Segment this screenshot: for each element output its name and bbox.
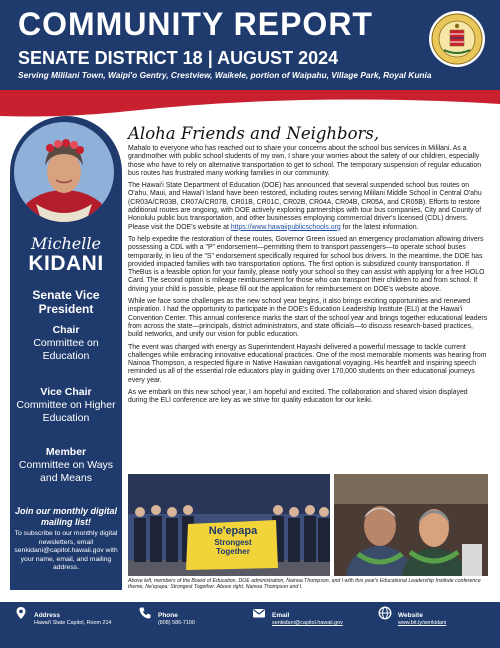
letter-paragraph: While we face some challenges as the new school year begins, it also brings exciting opportunities and renewed inspiration. I had the opportunity to participate in the DOE's Education Leadership Institute (ELI) at the Hawai'i Convention Center. This annual conference marks the start of the school year and brings together educational leaders from across the state—principals, district administrators, and state officials—to discuss research-based practices, build networks, and unify our vision for public education. xyxy=(128,298,488,339)
letter-paragraph: The event was charged with energy as Superintendent Hayashi delivered a powerful message to tackle current challenges while embracing innovative educational practices. One of the most memorable moments was hearing from Nainoa Thompson, a respected figure in Native Hawaiian navigational voyaging. His heartfelt and inspiring speech reminded us all of the essential role educators play in guiding over 170,000 students on their educational journeys every year. xyxy=(128,343,487,384)
role-vice-chair-block xyxy=(10,386,122,425)
role-label: Member xyxy=(45,446,87,458)
letter-greeting: Aloha Friends and Neighbors, xyxy=(128,124,380,143)
mailing-list-heading: Join our monthly digital mailing list! xyxy=(15,506,117,527)
letter-paragraph: As we embark on this new school year, I am hopeful and excited. The collaboration and shared vision displayed during the ELI conference are key as we strive for quality education for our keiki. xyxy=(128,389,468,405)
paragraph-text: The Hawai'i State Department of Education (DOE) has announced that several suspended school bus routes on O'ahu, Maui, and Hawai'i Island have been restored, including routes serving Mililani Middle School in Central O'ahu (CR03A/CR03B, CR07A/CR07B, CR01B, CR01C, CR02B, CR04A, CR04B, CR05A, and CR05B). Efforts to restore additional routes are ongoing, with DOE actively exploring partnerships with tour bus companies, City and County of Honolulu public bus transportation, and other businesses employing commercial driver's licensed (CDL) drivers. Please visit the DOE's website at xyxy=(128,182,482,231)
senator-portrait xyxy=(14,122,114,222)
role-member-block xyxy=(10,446,122,485)
website-label: Website xyxy=(398,612,423,619)
banner-text-neepapa: Ne'epapa xyxy=(208,525,258,537)
footer-phone xyxy=(158,612,195,627)
email-label: Email xyxy=(272,612,290,619)
address-value: Hawai'i State Capitol, Room 214 xyxy=(34,620,112,626)
role-chair-block xyxy=(10,324,122,363)
photo-caption: Above left, members of the Board of Education, DOE administration, Nainoa Thompson, and I with this year's Educational Leadership Institute conference theme, Ne'epapa: Strongest Together. Above right, Nainoa Thompson and I. xyxy=(128,578,481,591)
committee-name: Committee on Ways and Means xyxy=(18,459,114,484)
committee-name: Committee on Education xyxy=(33,337,99,362)
senator-last-name: KIDANI xyxy=(28,252,104,275)
serving-areas: Serving Mililani Town, Waipi'o Gentry, Crestview, Waikele, portion of Waipahu, Village Park, Royal Kunia xyxy=(18,70,432,80)
state-senate-seal-icon xyxy=(428,10,486,68)
website-link[interactable]: www.bit.ly/senkidani xyxy=(398,620,447,626)
letter-paragraph: Mahalo to everyone who has reached out to share your concerns about the school bus services in Mililani. As a grandmother with public school students of my own, I share your worries about the safety of our children, especially those who have to rely on alternative transportation to get to school. The temporary suspension of regular education bus routes has frustrated many working families in our community. xyxy=(128,145,482,177)
phone-value: (808) 586-7100 xyxy=(158,620,195,626)
email-link[interactable]: senkidani@capitol.hawaii.gov xyxy=(272,620,343,626)
letter-paragraph: To help expedite the restoration of these routes, Governor Green issued an emergency proclamation allowing drivers possessing a CDL with a "P" endorsement—permitting them to transport passengers—to operate school buses temporarily, in lieu of the "S" endorsement specifically required for school bus drivers. In the meantime, the DOE has provided impacted families with two transportation options. The first option is subsidized county transportation. If TheBus is a feasible option for your family, please notify your school so they can assist with applying for a free HOLO Card. The second option is mileage reimbursement for those who can transport their children to and from school. If driving your child is possible, please fill out the application for reimbursement on DOE's website above. xyxy=(128,235,485,293)
letter-body xyxy=(128,124,488,410)
role-label: Vice Chair xyxy=(40,386,92,398)
senator-title: Senate Vice President xyxy=(32,288,100,316)
contact-footer xyxy=(0,602,500,648)
location-pin-icon xyxy=(14,606,28,620)
globe-icon xyxy=(378,606,392,620)
district-date: SENATE DISTRICT 18 | AUGUST 2024 xyxy=(18,48,339,68)
footer-address xyxy=(34,612,111,627)
letter-paragraph xyxy=(128,182,488,232)
address-label: Address xyxy=(34,612,61,619)
phone-icon xyxy=(138,606,152,620)
footer-email xyxy=(272,612,343,627)
senator-with-nainoa-photo xyxy=(334,474,488,576)
banner-text-strongest: Strongest xyxy=(214,538,252,547)
paragraph-text: for the latest information. xyxy=(342,223,419,231)
senator-first-name: Michelle xyxy=(31,234,101,253)
footer-website xyxy=(398,612,446,627)
senator-title-block xyxy=(10,288,122,316)
committee-name: Committee on Higher Education xyxy=(16,399,116,424)
doe-website-link[interactable]: https://www.hawaiipublicschools.org xyxy=(230,223,341,231)
page-title: COMMUNITY REPORT xyxy=(18,6,373,42)
phone-label: Phone xyxy=(158,612,178,619)
email-icon xyxy=(252,606,266,620)
header-banner xyxy=(0,0,500,88)
banner-text-together: Together xyxy=(216,547,250,556)
mailing-list-text: To subscribe to our monthly digital newsletters, email senkidani@capitol.hawaii.gov with your name, email, and mailing address. xyxy=(14,530,118,572)
group-photo xyxy=(128,474,330,576)
role-label: Chair xyxy=(52,324,80,336)
